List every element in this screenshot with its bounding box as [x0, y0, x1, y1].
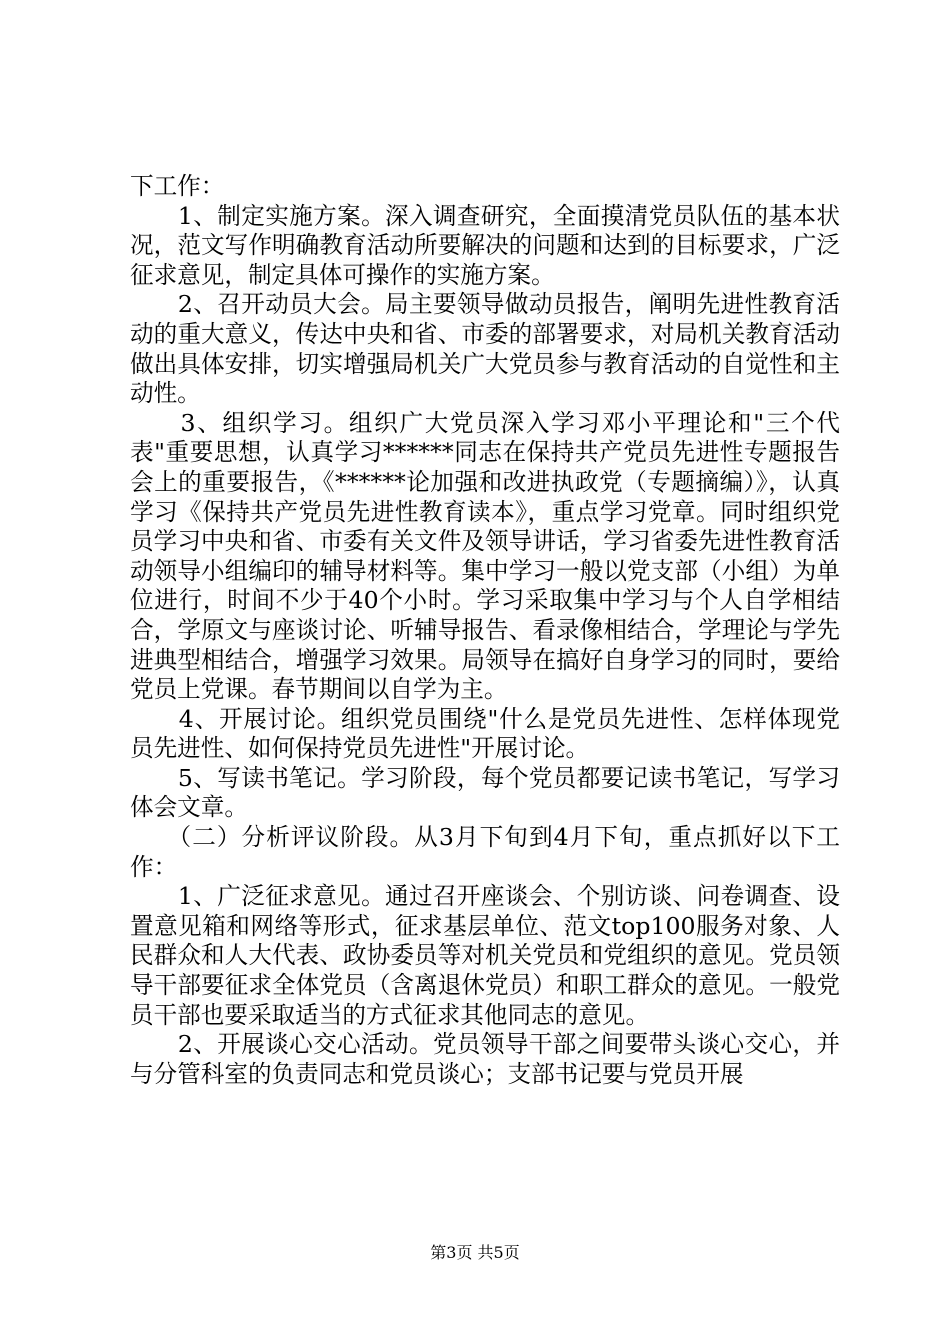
paragraph: 2、召开动员大会。局主要领导做动员报告，阐明先进性教育活动的重大意义，传达中央和省、市委的部署要求，对局机关教育活动做出具体安排，切实增强局机关广大党员参与教育活动的自觉性和主动性。 — [130, 290, 840, 408]
paragraph: 下工作： — [130, 172, 225, 200]
page-footer: 第3页 共5页 — [430, 1243, 520, 1262]
paragraph: 5、写读书笔记。学习阶段，每个党员都要记读书笔记，写学习体会文章。 — [130, 763, 840, 822]
paragraph: 3、组织学习。组织广大党员深入学习邓小平理论和"三个代表"重要思想，认真学习******同志在保持共产党员先进性专题报告会上的重要报告，《******论加强和改进执政党（专题摘编）》，认真学习《保持共产党员先进性教育读本》，重点学习党章。同时组织党员学习中央和省、市委有关文件及领导讲话，学习省委先进性教育活动领导小组编印的辅导材料等。集中学习一般以党支部（小组）为单位进行，时间不少于40个小时。学习采取集中学习与个人自学相结合，学原文与座谈讨论、听辅导报告、看录像相结合，学理论与学先进典型相结合，增强学习效果。局领导在搞好自身学习的同时，要给党员上党课。春节期间以自学为主。 — [130, 408, 840, 704]
paragraph: 1、制定实施方案。深入调查研究，全面摸清党员队伍的基本状况，范文写作明确教育活动所要解决的问题和达到的目标要求，广泛征求意见，制定具体可操作的实施方案。 — [130, 201, 840, 289]
paragraph: 1、广泛征求意见。通过召开座谈会、个别访谈、问卷调查、设置意见箱和网络等形式，征求基层单位、范文top100服务对象、人民群众和人大代表、政协委员等对机关党员和党组织的意见。党员领导干部要征求全体党员（含离退休党员）和职工群众的意见。一般党员干部也要采取适当的方式征求其他同志的意见。 — [130, 882, 840, 1029]
paragraph: （二）分析评议阶段。从3月下旬到4月下旬，重点抓好以下工作： — [130, 823, 840, 881]
document-body — [130, 172, 840, 1089]
paragraph: 2、开展谈心交心活动。党员领导干部之间要带头谈心交心，并与分管科室的负责同志和党员谈心；支部书记要与党员开展 — [130, 1030, 840, 1088]
paragraph: 4、开展讨论。组织党员围绕"什么是党员先进性、怎样体现党员先进性、如何保持党员先进性"开展讨论。 — [130, 704, 840, 763]
